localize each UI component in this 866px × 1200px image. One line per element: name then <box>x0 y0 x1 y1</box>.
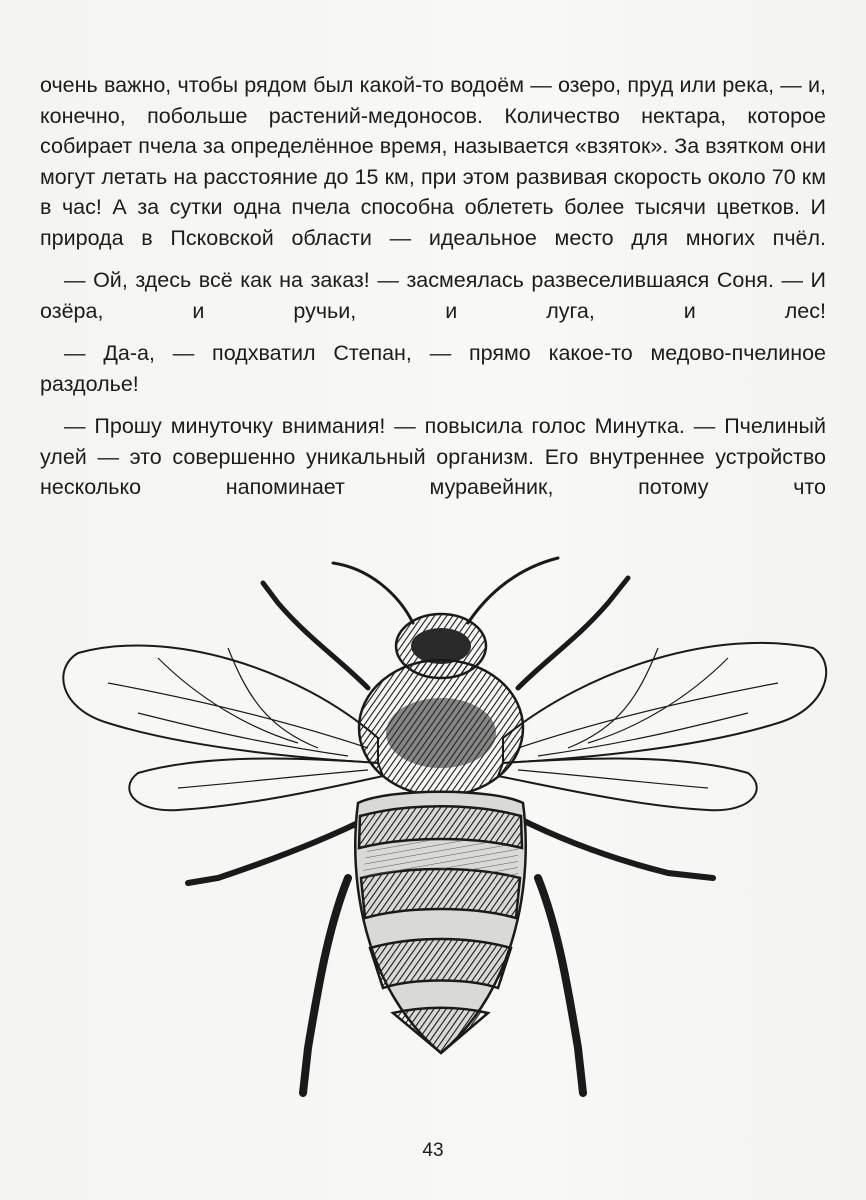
paragraph-3: — Да-а, — подхватил Степан, — прямо какое-то медово-пчелиное раздолье! <box>40 341 826 396</box>
paragraph-2: — Ой, здесь всё как на заказ! — засмеялась развеселившаяся Соня. — И озёра, и ручьи, и луга, и лес! <box>40 268 826 323</box>
paragraph-1: очень важно, чтобы рядом был какой-то водоём — озеро, пруд или река, — и, конечно, побольше растений-медоносов. Количество нектара, которое собирает пчела за определённое время, называется «взяток». За взятком они могут летать на расстояние до 15 км, при этом развивая скорость около 70 км в час! А за сутки одна пчела способна облететь более тысячи цветков. И природа в Псковской области — идеальное место для многих пчёл. <box>40 73 826 250</box>
bee-illustration-icon <box>48 548 838 1128</box>
left-wings <box>63 646 383 811</box>
bee-abdomen <box>355 792 526 1053</box>
paragraph-4: — Прошу минуточку внимания! — повысила голос Минутка. — Пчелиный улей — это совершенно уникальный организм. Его внутреннее устройство несколько напоминает муравейник, потому что <box>40 414 826 499</box>
page-number: 43 <box>422 1140 444 1161</box>
body-text <box>40 70 826 515</box>
right-wings <box>498 643 826 810</box>
